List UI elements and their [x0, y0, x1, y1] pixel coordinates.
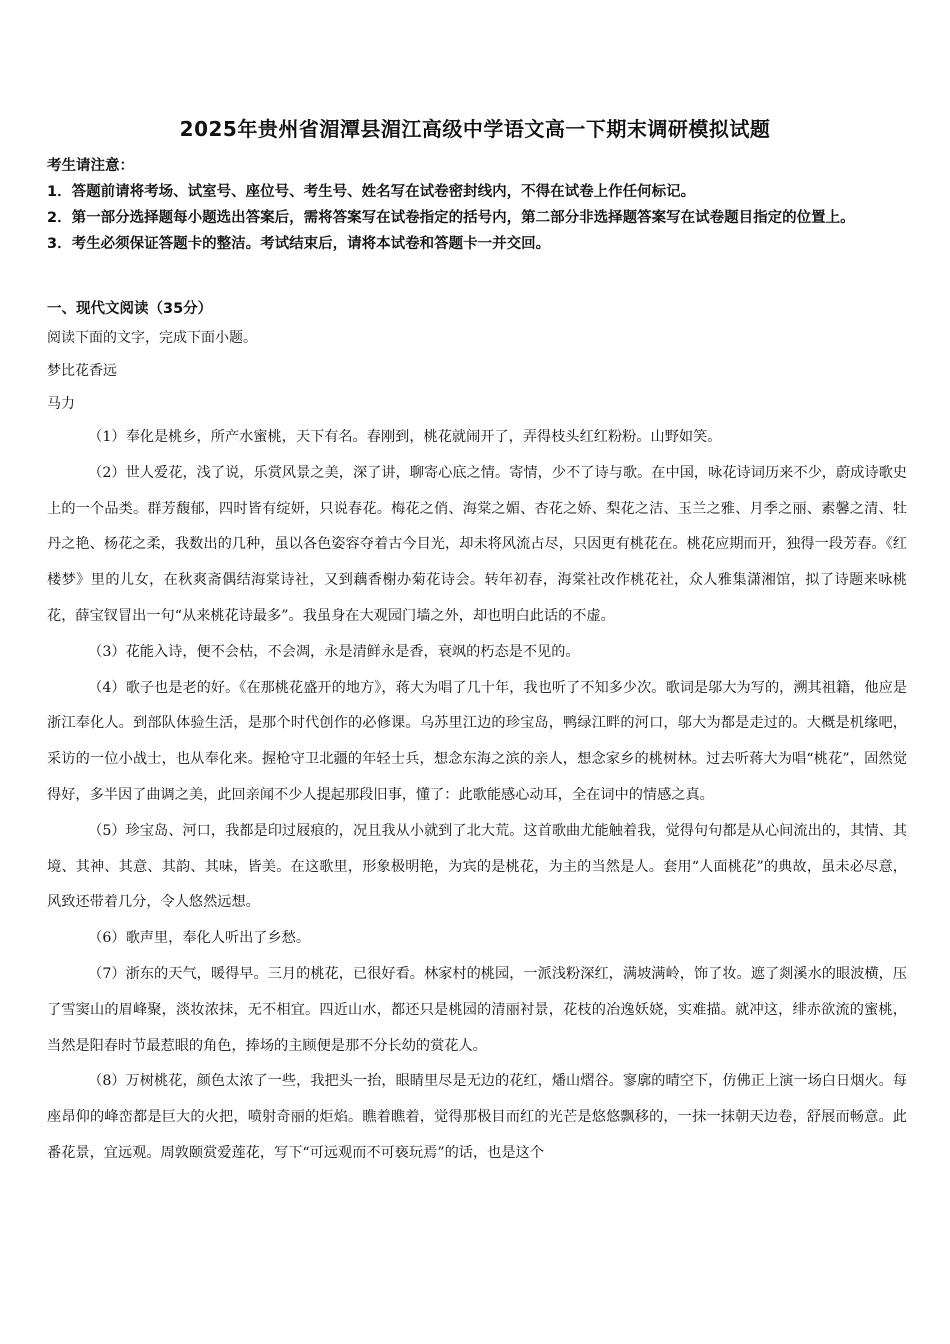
section-heading: 一、现代文阅读（35分） [47, 301, 213, 317]
notice-heading: 考生请注意： [47, 158, 134, 174]
article-author: 马力 [47, 396, 75, 412]
paragraph-1: （1）奉化是桃乡，所产水蜜桃，天下有名。春刚到，桃花就闹开了，弄得枝头红红粉粉。山野如笑。 [88, 429, 722, 445]
page-title: 2025年贵州省湄潭县湄江高级中学语文高一下期末调研模拟试题 [179, 117, 771, 141]
reading-instruction: 阅读下面的文字，完成下面小题。 [47, 330, 257, 346]
notice-item-2: 2．第一部分选择题每小题选出答案后，需将答案写在试卷指定的括号内，第二部分非选择题答案写在试卷题目指定的位置上。 [47, 210, 855, 226]
paragraph-7: （7）浙东的天气，暖得早。三月的桃花，已很好看。林家村的桃园，一派浅粉深红，满坡满岭，饰了妆。遮了剡溪水的眼波横，压了雪窦山的眉峰聚，淡妆浓抹，无不相宜。四近山水，都还只是桃园的清丽衬景，花枝的冶逸妖娆，实难描。就冲这，绯赤欲流的蜜桃，当然是阳春时节最惹眼的角色，捧场的主顾便是那不分长幼的赏花人。 [47, 965, 907, 1054]
exam-notice [47, 153, 907, 257]
notice-item-1: 1．答题前请将考场、试室号、座位号、考生号、姓名写在试卷密封线内，不得在试卷上作任何标记。 [47, 184, 696, 200]
notice-item-3: 3．考生必须保证答题卡的整洁。考试结束后，请将本试卷和答题卡一并交回。 [47, 236, 551, 252]
paragraph-5: （5）珍宝岛、河口，我都是印过屐痕的，况且我从小就到了北大荒。这首歌曲尤能触着我，觉得句句都是从心间流出的，其情、其境、其神、其意、其韵、其味，皆美。在这歌里，形象极明艳，为宾的是桃花，为主的当然是人。套用“人面桃花”的典故，虽未必尽意，风致还带着几分，令人悠然远想。 [47, 822, 907, 911]
article-title: 梦比花香远 [47, 363, 117, 379]
paragraph-8: （8）万树桃花，颜色太浓了一些，我把头一抬，眼睛里尽是无边的花红，燔山熠谷。寥廓的晴空下，仿佛正上演一场白日烟火。每座昂仰的峰峦都是巨大的火把，喷射奇丽的炬焰。瞧着瞧着，觉得那极目而红的光芒是悠悠飘移的，一抹一抹朝天边卷，舒展而畅意。此番花景，宜远观。周敦颐赏爱莲花，写下“可远观而不可亵玩焉”的话，也是这个 [47, 1073, 907, 1161]
paragraph-4: （4）歌子也是老的好。《在那桃花盛开的地方》，蒋大为唱了几十年，我也听了不知多少次。歌词是邬大为写的，溯其祖籍，他应是浙江奉化人。到部队体验生活，是那个时代创作的必修课。乌苏里江边的珍宝岛，鸭绿江畔的河口，邬大为都是走过的。大概是机缘吧，采访的一位小战士，也从奉化来。握枪守卫北疆的年轻士兵，想念东海之滨的亲人，想念家乡的桃树林。过去听蒋大为唱“桃花”，固然觉得好，多半因了曲调之美，此回亲闻不少人提起那段旧事，懂了：此歌能感心动耳，全在词中的情感之真。 [47, 679, 907, 803]
paragraph-2: （2）世人爱花，浅了说，乐赏风景之美，深了讲，聊寄心底之情。寄情，少不了诗与歌。在中国，咏花诗词历来不少，蔚成诗歌史上的一个品类。群芳馥郁，四时皆有绽妍，只说春花。梅花之俏、海棠之媚、杏花之娇、梨花之洁、玉兰之雅、月季之丽、素馨之清、牡丹之艳、杨花之柔，我数出的几种，虽以各色姿容夺着古今目光，却未将风流占尽，只因更有桃花在。桃花应期而开，独得一段芳春。《红楼梦》里的儿女，在秋爽斋偶结海棠诗社，又到藕香榭办菊花诗会。转年初春，海棠社改作桃花社，众人雅集潇湘馆，拟了诗题来咏桃花，薛宝钗冒出一句“从来桃花诗最多”。我虽身在大观园门墙之外，却也明白此话的不虚。 [47, 464, 907, 624]
article-body [47, 420, 907, 1172]
paragraph-6: （6）歌声里，奉化人听出了乡愁。 [88, 930, 311, 947]
paragraph-3: （3）花能入诗，便不会枯，不会凋，永是清鲜永是香，衰飒的朽态是不见的。 [88, 643, 580, 660]
